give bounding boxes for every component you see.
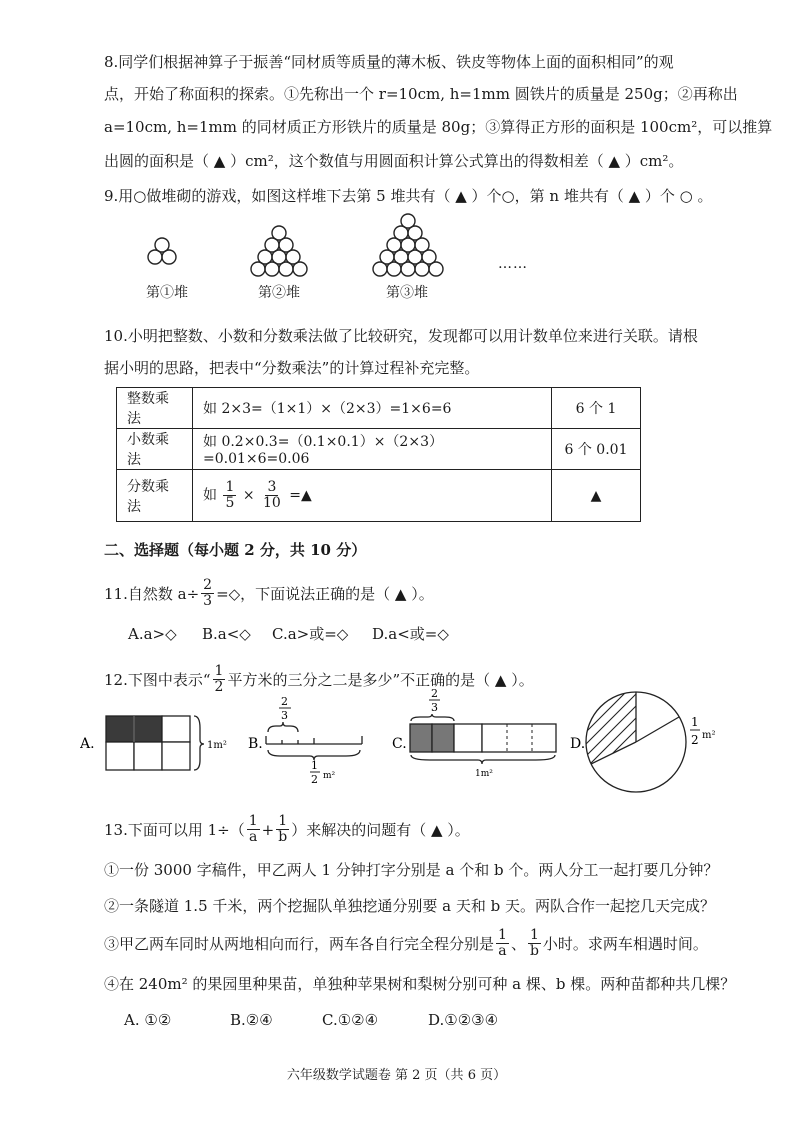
pile1-circle — [148, 250, 162, 264]
expr-suffix: =▲ — [289, 487, 312, 504]
fraction-den: b — [278, 829, 288, 845]
q11-option-b: B.a<◇ — [202, 625, 251, 643]
row-result: 6 个 1 — [552, 388, 641, 429]
fraction-den: 2 — [214, 679, 224, 695]
pile3-circle — [415, 262, 429, 276]
pile2-label: 第②堆 — [258, 285, 300, 301]
fraction-den: 5 — [225, 495, 235, 511]
fraction-den: a — [249, 829, 258, 845]
q10-line2: 据小明的思路，把表中“分数乘法”的计算过程补充完整。 — [104, 359, 480, 377]
fraction-den: 10 — [263, 495, 281, 511]
q12-a-unit: 1m² — [207, 740, 227, 751]
pile3-circle — [373, 262, 387, 276]
q10-table — [116, 387, 641, 522]
fraction-num: 1 — [248, 813, 258, 829]
pile1-label: 第①堆 — [146, 285, 188, 301]
q13-option-c: C.①②④ — [322, 1011, 379, 1029]
item3-prefix: ③甲乙两车同时从两地相向而行，两车各自行完全程分别是 — [104, 934, 495, 953]
q12-options-figure — [80, 688, 720, 798]
fraction-num: 1 — [498, 927, 507, 943]
q12-b-bot-unit: m² — [323, 771, 336, 781]
fraction — [261, 480, 283, 511]
q12-a-grid — [106, 716, 204, 770]
page-footer: 六年级数学试题卷 第 2 页（共 6 页） — [286, 1068, 507, 1083]
pile-ellipsis: …… — [498, 256, 528, 272]
q13-item1: ①一份 3000 字稿件，甲乙两人 1 分钟打字分别是 a 个和 b 个。两人分工一起打要几分钟？ — [104, 861, 719, 879]
row-name: 分数乘法 — [117, 470, 193, 522]
q11-option-a: A.a>◇ — [128, 625, 177, 643]
pile3-circle — [401, 262, 415, 276]
item3-mid: 、 — [510, 934, 526, 953]
q13-item3 — [104, 928, 708, 959]
q8-line3: a=10cm, h=1mm 的同材质正方形铁片的质量是 80g；③算得正方形的面积是 100cm²，可以推算 — [104, 118, 773, 136]
pile2-circle — [265, 262, 279, 276]
q11-stem — [104, 578, 434, 609]
q9-text: 9.用○做堆砌的游戏，如图这样堆下去第 5 堆共有（ ▲ ）个○，第 n 堆共有（ ▲ ）个 ○ 。 — [104, 187, 713, 205]
q13-suffix: ）来解决的问题有（ ▲ ）。 — [291, 820, 470, 839]
q11-option-d: D.a<或=◇ — [372, 625, 449, 643]
pile3-circle — [387, 262, 401, 276]
q13-item2: ②一条隧道 1.5 千米，两个挖掘队单独挖通分别要 a 天和 b 天。两队合作一起挖几天完成？ — [104, 897, 716, 915]
q12-c-unit: 1m² — [475, 769, 493, 779]
q13-prefix: 13.下面可以用 1÷（ — [104, 820, 245, 839]
row-result: ▲ — [552, 470, 641, 522]
q12-c-letter: C. — [392, 736, 407, 752]
q12-c-top-den: 3 — [431, 701, 438, 714]
row-expr: 如 0.2×0.3=（0.1×0.1）×（2×3）=0.01×6=0.06 — [193, 429, 552, 470]
plus-sign: + — [261, 820, 275, 839]
q11-option-c: C.a>或=◇ — [272, 625, 349, 643]
q12-b-bot-den: 2 — [311, 773, 318, 786]
q12-b-top-num: 2 — [281, 695, 288, 708]
fraction — [496, 928, 509, 959]
q8-line4: 出圆的面积是（ ▲ ）cm²，这个数值与用圆面积计算公式算出的得数相差（ ▲ ）cm²。 — [104, 152, 684, 170]
pile2-circle — [251, 262, 265, 276]
fraction — [223, 480, 236, 511]
item3-suffix: 小时。求两车相遇时间。 — [542, 934, 708, 953]
pile2-circle — [279, 262, 293, 276]
q11-suffix: =◇，下面说法正确的是（ ▲ ）。 — [216, 584, 434, 603]
q12-c-top-num: 2 — [431, 688, 438, 700]
fraction — [276, 814, 289, 845]
row-name: 整数乘法 — [117, 388, 193, 429]
row-name: 小数乘法 — [117, 429, 193, 470]
q13-option-d: D.①②③④ — [428, 1011, 499, 1029]
fraction-num: 1 — [529, 927, 539, 943]
fraction-den: a — [498, 943, 507, 959]
table-row — [117, 470, 641, 522]
q8-line1: 8.同学们根据神算子于振善“同材质等质量的薄木板、铁皮等物体上面的面积相同”的观 — [104, 53, 674, 71]
pile2-circle — [293, 262, 307, 276]
q13-option-a: A. ①② — [124, 1011, 172, 1029]
pile3-label: 第③堆 — [386, 285, 428, 301]
q12-d-unit: m² — [702, 730, 716, 741]
fraction-num: 3 — [267, 479, 277, 495]
q12-b-top-den: 3 — [281, 709, 288, 722]
fraction — [201, 578, 214, 609]
q13-stem — [104, 814, 470, 845]
fraction — [528, 928, 541, 959]
fraction-den: 3 — [203, 593, 213, 609]
q10-line1: 10.小明把整数、小数和分数乘法做了比较研究，发现都可以用计数单位来进行关联。请根 — [104, 327, 698, 345]
q12-suffix: 平方米的三分之二是多少”不正确的是（ ▲ ）。 — [227, 670, 534, 689]
fraction-num: 1 — [214, 663, 224, 679]
row-expr-fraction — [193, 470, 552, 522]
pile1-circle — [162, 250, 176, 264]
q12-d-den: 2 — [691, 733, 699, 747]
q8-line2: 点，开始了称面积的探索。①先称出一个 r=10cm, h=1mm 圆铁片的质量是 250g；②再称出 — [104, 85, 738, 103]
q13-item4: ④在 240m² 的果园里种果苗，单独种苹果树和梨树分别可种 a 棵、b 棵。两种苗都种共几棵？ — [104, 975, 736, 993]
row-result: 6 个 0.01 — [552, 429, 641, 470]
fraction-num: 2 — [203, 577, 213, 593]
pile3-circle — [429, 262, 443, 276]
q12-a-letter: A. — [80, 736, 95, 752]
q12-b-letter: B. — [248, 736, 263, 752]
q11-prefix: 11.自然数 a÷ — [104, 584, 200, 603]
fraction — [247, 814, 260, 845]
section-title: 二、选择题（每小题 2 分，共 10 分） — [104, 541, 367, 559]
q12-b-bot-num: 1 — [311, 759, 318, 772]
q13-option-b: B.②④ — [230, 1011, 273, 1029]
fraction-num: 1 — [225, 479, 235, 495]
q12-d-num: 1 — [691, 715, 699, 729]
fraction-den: b — [529, 943, 539, 959]
table-row — [117, 388, 641, 429]
table-row — [117, 429, 641, 470]
q12-prefix: 12.下图中表示“ — [104, 670, 211, 689]
times-sign: × — [242, 487, 255, 504]
expr-prefix: 如 — [203, 487, 217, 504]
q12-d-letter: D. — [570, 736, 586, 752]
row-expr: 如 2×3=（1×1）×（2×3）=1×6=6 — [193, 388, 552, 429]
fraction-num: 1 — [278, 813, 288, 829]
